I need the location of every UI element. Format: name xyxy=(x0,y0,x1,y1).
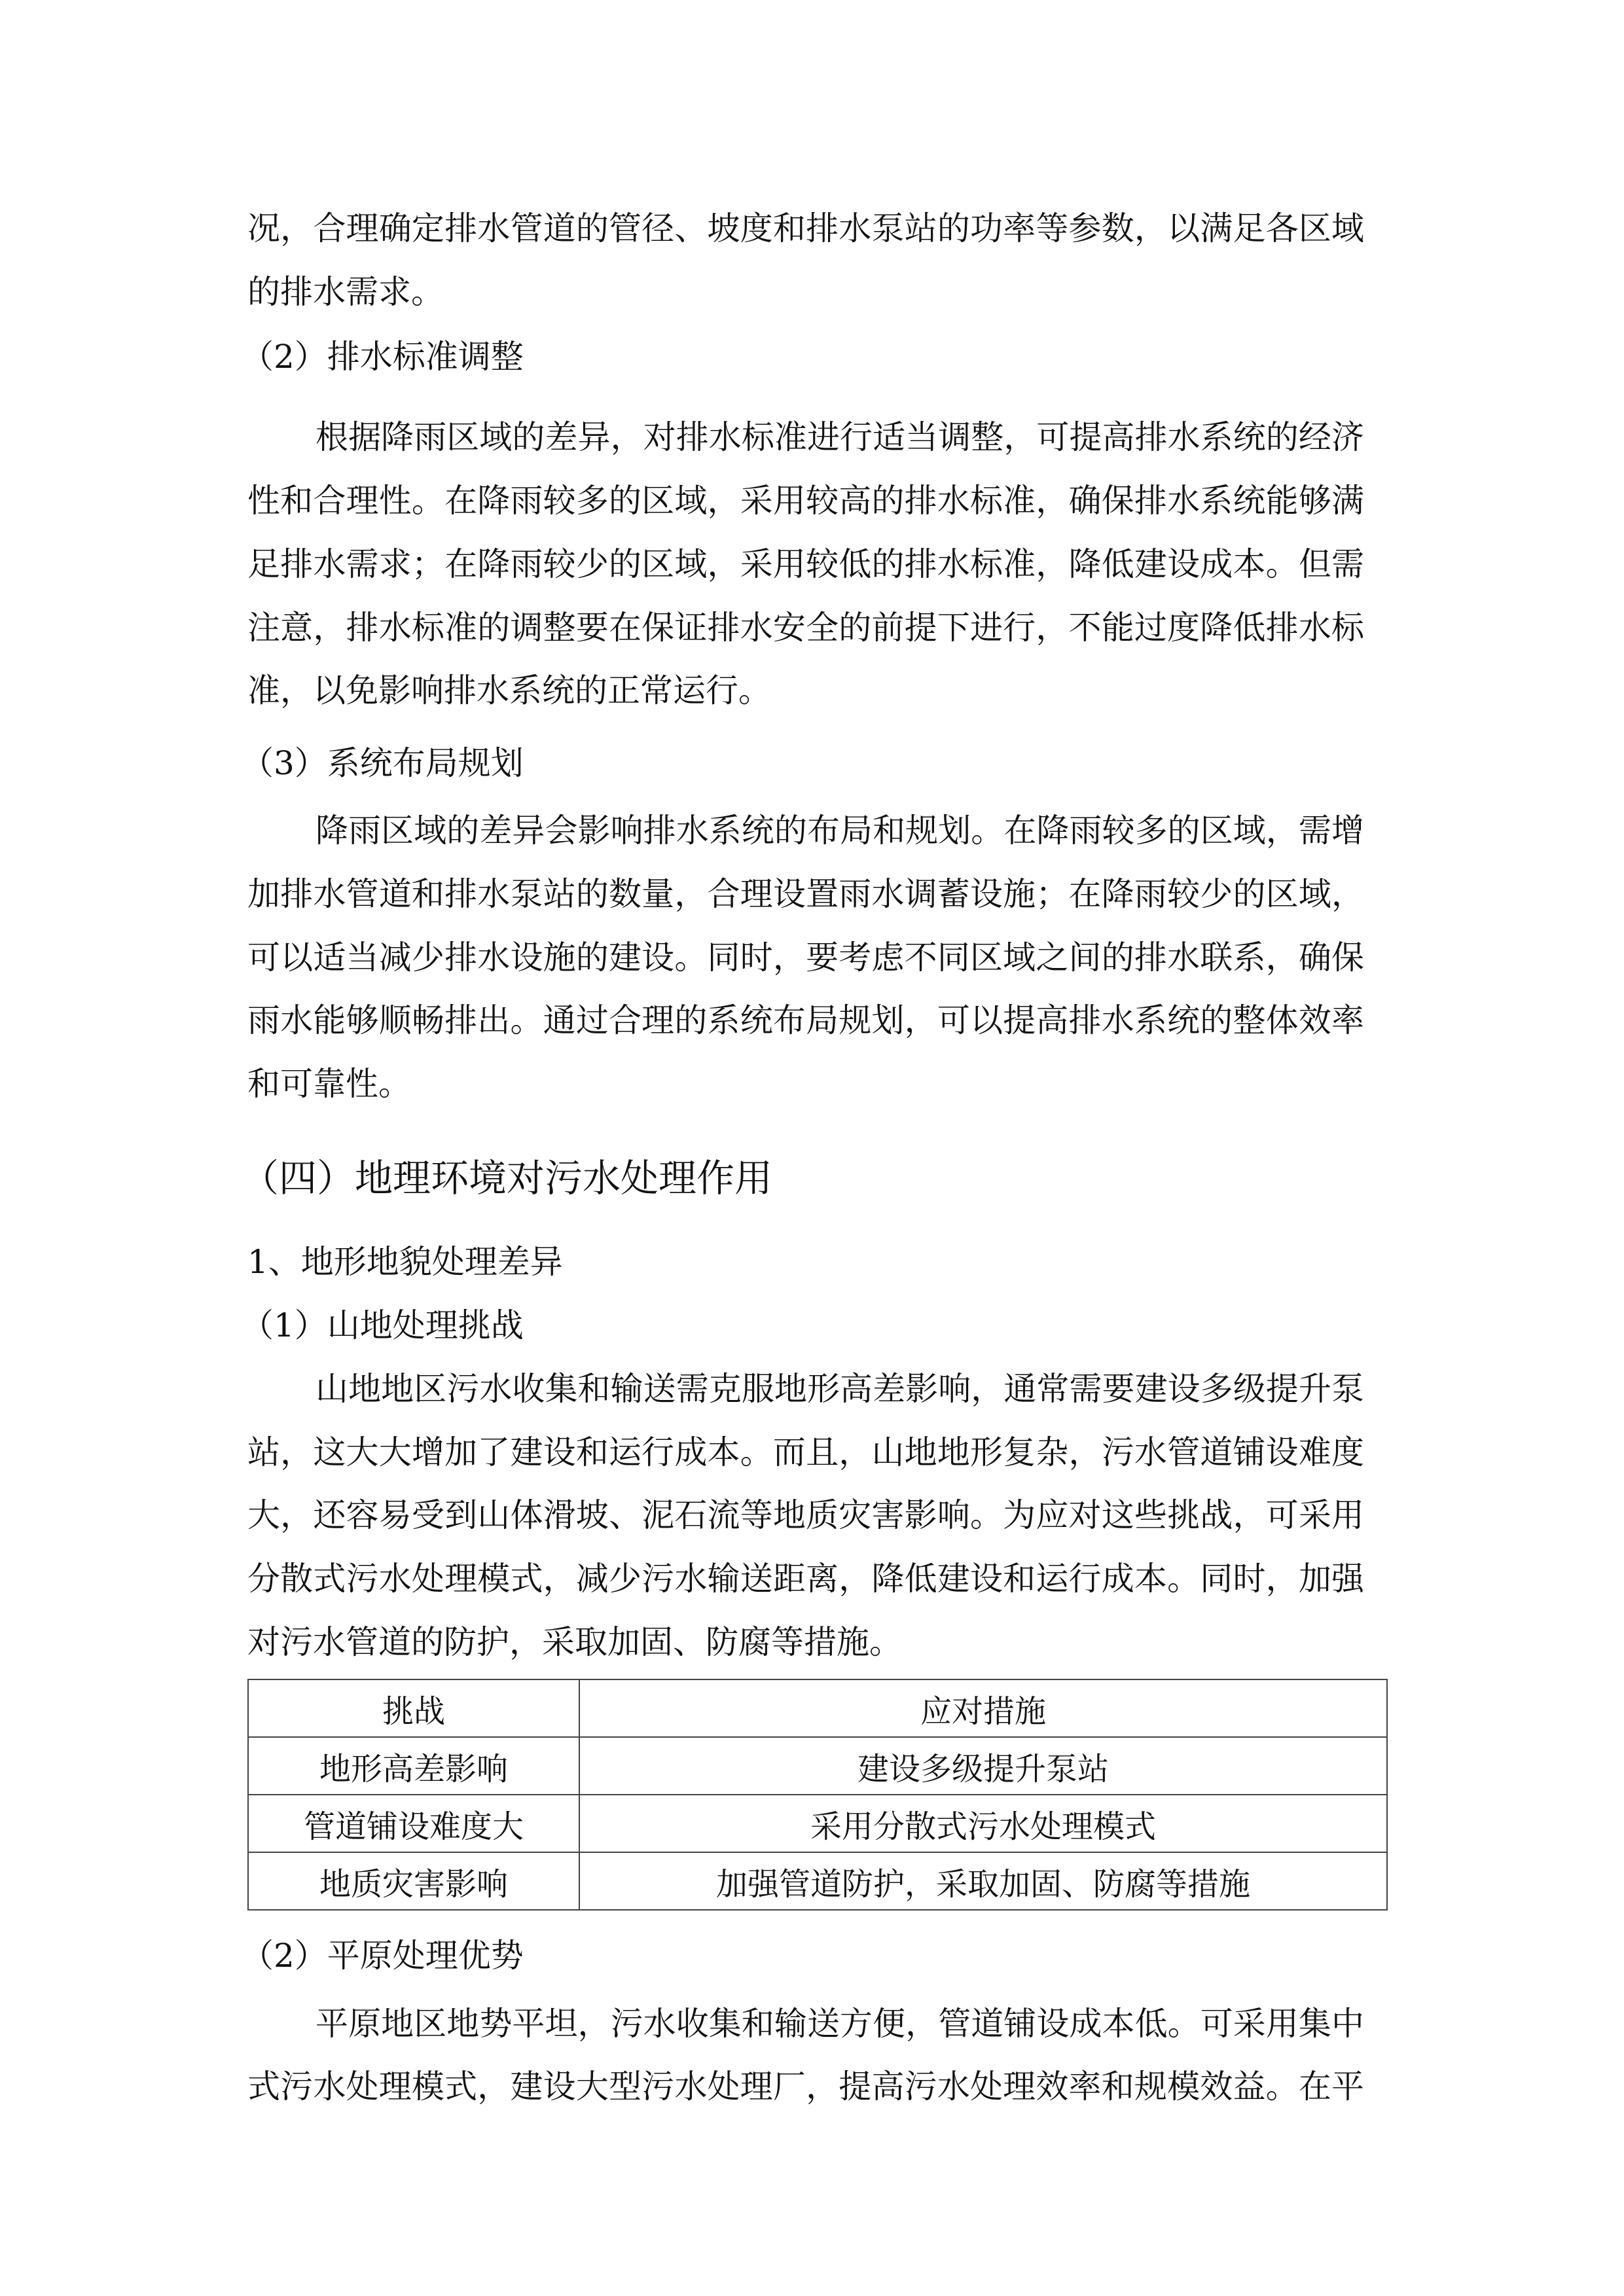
table-header-row xyxy=(248,1679,1387,1737)
paragraph-line: 性和合理性。在降雨较多的区域，采用较高的排水标准，确保排水系统能够满 xyxy=(247,482,1364,520)
table-cell: 地形高差影响 xyxy=(248,1737,579,1795)
paragraph-line: 对污水管道的防护，采取加固、防腐等措施。 xyxy=(247,1623,902,1661)
subheading: （3）系统布局规划 xyxy=(241,744,524,782)
paragraph-line: 降雨区域的差异会影响排水系统的布局和规划。在降雨较多的区域，需增 xyxy=(316,812,1364,850)
subheading: 1、地形地貌处理差异 xyxy=(247,1243,563,1281)
paragraph-line: 平原地区地势平坦，污水收集和输送方便，管道铺设成本低。可采用集中 xyxy=(316,2005,1364,2043)
subheading: （2）排水标准调整 xyxy=(241,338,524,376)
table-cell: 建设多级提升泵站 xyxy=(579,1737,1387,1795)
section-heading: （四）地理环境对污水处理作用 xyxy=(241,1156,773,1200)
paragraph-line: 可以适当减少排水设施的建设。同时，要考虑不同区域之间的排水联系，确保 xyxy=(247,939,1364,977)
table-row xyxy=(248,1795,1387,1852)
table-row xyxy=(248,1737,1387,1795)
paragraph-line: 分散式污水处理模式，减少污水输送距离，降低建设和运行成本。同时，加强 xyxy=(247,1560,1364,1598)
subheading: （2）平原处理优势 xyxy=(241,1937,524,1975)
paragraph-line: 和可靠性。 xyxy=(247,1065,411,1103)
table-row xyxy=(248,1852,1387,1910)
table-cell: 管道铺设难度大 xyxy=(248,1795,579,1852)
paragraph-line: 加排水管道和排水泵站的数量，合理设置雨水调蓄设施；在降雨较少的区域， xyxy=(247,875,1364,913)
paragraph-line: 大，还容易受到山体滑坡、泥石流等地质灾害影响。为应对这些挑战，可采用 xyxy=(247,1496,1364,1534)
paragraph-line: 准，以免影响排水系统的正常运行。 xyxy=(247,672,771,709)
table-cell: 加强管道防护，采取加固、防腐等措施 xyxy=(579,1852,1387,1910)
subheading: （1）山地处理挑战 xyxy=(241,1306,524,1344)
table-cell: 地质灾害影响 xyxy=(248,1852,579,1910)
paragraph-line: 足排水需求；在降雨较少的区域，采用较低的排水标准，降低建设成本。但需 xyxy=(247,545,1364,583)
table-cell: 采用分散式污水处理模式 xyxy=(579,1795,1387,1852)
table-header: 挑战 xyxy=(248,1679,579,1737)
paragraph-line: 根据降雨区域的差异，对排水标准进行适当调整，可提高排水系统的经济 xyxy=(316,418,1364,456)
challenge-table xyxy=(247,1679,1388,1910)
paragraph-line: 雨水能够顺畅排出。通过合理的系统布局规划，可以提高排水系统的整体效率 xyxy=(247,1001,1364,1039)
paragraph-line: 的排水需求。 xyxy=(247,273,444,311)
paragraph-line: 站，这大大增加了建设和运行成本。而且，山地地形复杂，污水管道铺设难度 xyxy=(247,1433,1364,1471)
paragraph-line: 注意，排水标准的调整要在保证排水安全的前提下进行，不能过度降低排水标 xyxy=(247,609,1364,647)
paragraph-line: 况，合理确定排水管道的管径、坡度和排水泵站的功率等参数，以满足各区域 xyxy=(247,209,1364,247)
paragraph-line: 式污水处理模式，建设大型污水处理厂，提高污水处理效率和规模效益。在平 xyxy=(247,2068,1364,2106)
table-header: 应对措施 xyxy=(579,1679,1387,1737)
paragraph-line: 山地地区污水收集和输送需克服地形高差影响，通常需要建设多级提升泵 xyxy=(316,1370,1364,1408)
